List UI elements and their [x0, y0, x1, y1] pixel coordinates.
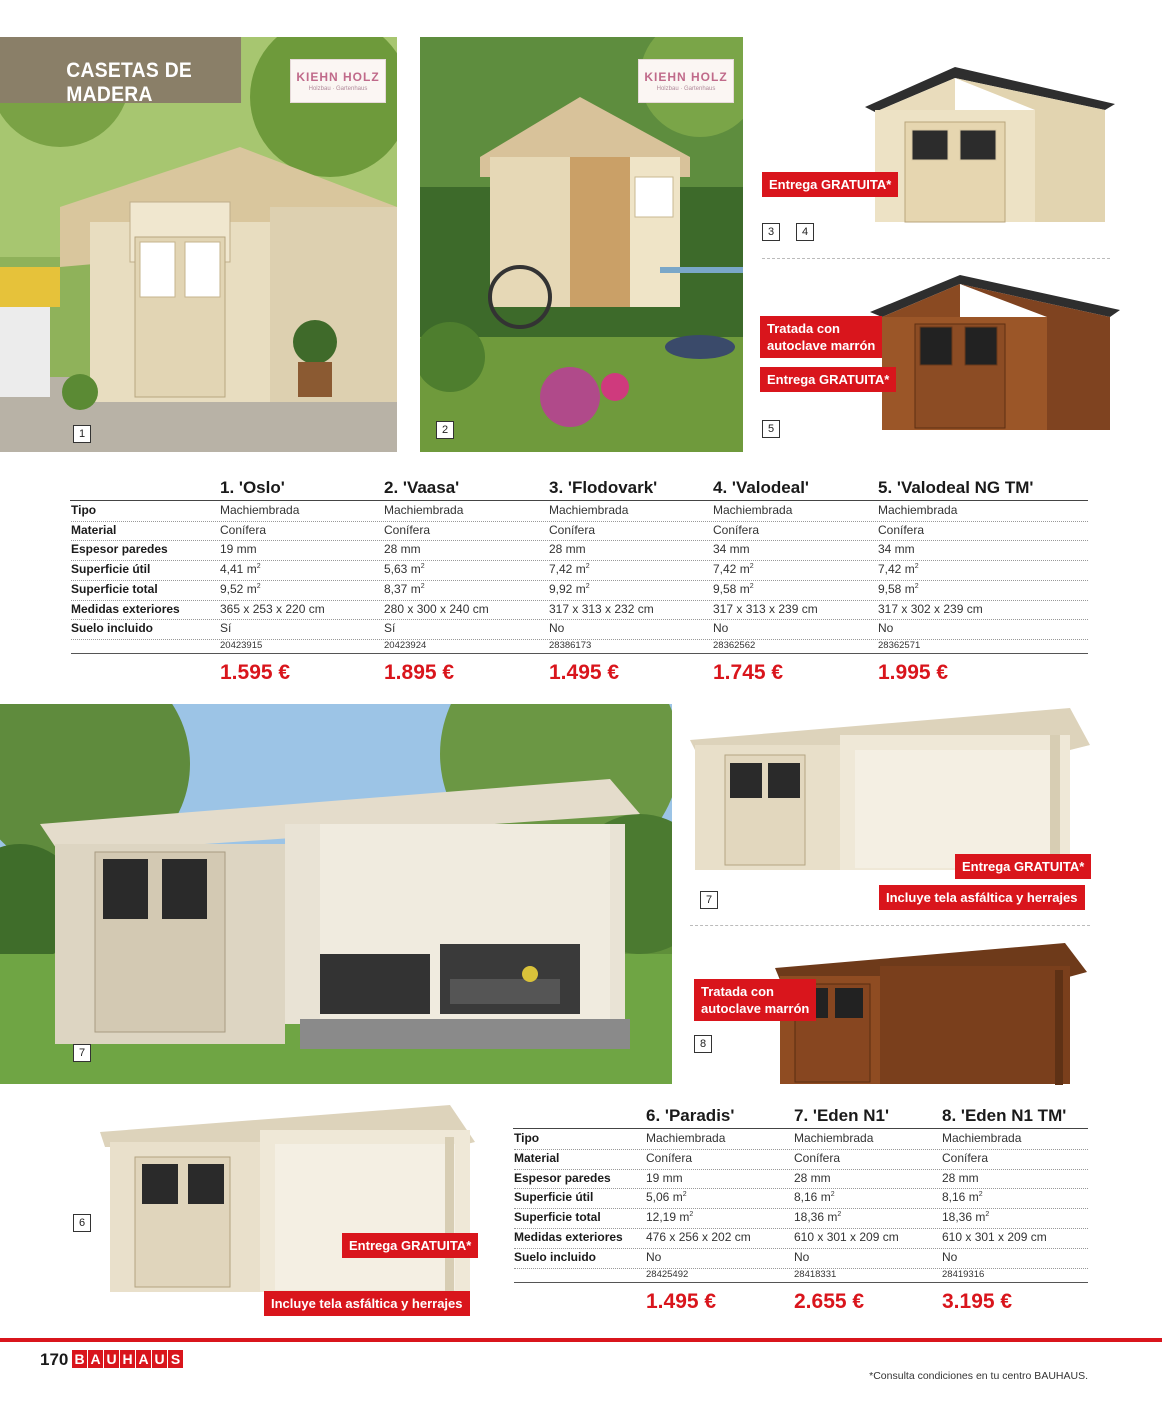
- logo-line1: KIEHN HOLZ: [644, 70, 728, 84]
- logo-line2: Holzbau · Gartenhaus: [308, 86, 368, 92]
- row-divider: [514, 1169, 1088, 1170]
- spec-suelo: No: [878, 621, 894, 636]
- unit-superscript: 2: [978, 1191, 983, 1199]
- section-title: CASETAS DE MADERA: [0, 37, 241, 103]
- price: 1.595 €: [220, 661, 291, 684]
- row-label: Material: [514, 1150, 560, 1165]
- free-delivery-badge-5: Entrega GRATUITA*: [760, 367, 896, 392]
- row-label: Espesor paredes: [514, 1170, 611, 1185]
- spec-tipo: Machiembrada: [220, 503, 300, 517]
- row-divider: [514, 1282, 1088, 1283]
- image-label-2: 2: [436, 421, 454, 439]
- spec-value: 5,63 m: [384, 562, 421, 577]
- image-label-7-large: 7: [73, 1044, 91, 1062]
- unit-superscript: 2: [256, 582, 261, 590]
- logo-letter: A: [88, 1350, 103, 1368]
- row-label: Superficie total: [514, 1210, 601, 1225]
- spec-tipo: Machiembrada: [384, 503, 464, 517]
- unit-superscript: 2: [914, 563, 919, 571]
- spec-value: 18,36 m: [942, 1210, 986, 1225]
- spec-value: 7,42 m: [878, 562, 915, 577]
- price: 1.495 €: [549, 661, 620, 684]
- spec-value: 9,58 m: [878, 581, 915, 596]
- logo-letter: U: [152, 1350, 167, 1368]
- product-name: 6. 'Paradis': [646, 1106, 735, 1125]
- spec-value: 8,16 m: [942, 1190, 979, 1205]
- table-header-rule: [513, 1128, 1088, 1129]
- row-label: Espesor paredes: [71, 542, 168, 557]
- article-code: 28386173: [549, 639, 592, 651]
- article-code: 20423915: [220, 639, 263, 651]
- spec-material: Conífera: [878, 522, 925, 537]
- unit-superscript: 2: [585, 563, 590, 571]
- spec-tipo: Machiembrada: [646, 1131, 726, 1145]
- spec-medidas: 317 x 313 x 232 cm: [549, 601, 654, 616]
- logo-letter: S: [168, 1350, 183, 1368]
- image-label-8: 8: [694, 1035, 712, 1053]
- price: 1.995 €: [878, 661, 949, 684]
- includes-tela-badge-7: Incluye tela asfáltica y herrajes: [879, 885, 1085, 910]
- image-label-1: 1: [73, 425, 91, 443]
- spec-espesor: 34 mm: [713, 542, 750, 557]
- article-code: 28362571: [878, 639, 921, 651]
- product-name: 3. 'Flodovark': [549, 478, 658, 497]
- article-code: 28418331: [794, 1268, 837, 1280]
- row-divider: [514, 1228, 1088, 1229]
- disclaimer: *Consulta condiciones en tu centro BAUHAUS.: [869, 1370, 1088, 1382]
- image-label-3: 3: [762, 223, 780, 241]
- treated-line1: Tratada con: [767, 321, 840, 336]
- spec-suelo: No: [794, 1249, 810, 1264]
- row-label: Medidas exteriores: [71, 601, 180, 616]
- spec-suelo: No: [646, 1249, 662, 1264]
- spec-espesor: 19 mm: [646, 1170, 683, 1185]
- spec-material: Conífera: [549, 522, 596, 537]
- spec-value: 9,52 m: [220, 581, 257, 596]
- image-label-5: 5: [762, 420, 780, 438]
- row-label: Suelo incluido: [71, 621, 154, 636]
- article-code: 28425492: [646, 1268, 689, 1280]
- spec-espesor: 28 mm: [942, 1170, 979, 1185]
- row-divider: [514, 1188, 1088, 1189]
- spec-medidas: 317 x 313 x 239 cm: [713, 601, 818, 616]
- row-label: Material: [71, 522, 117, 537]
- product-name: 4. 'Valodeal': [713, 478, 809, 497]
- image-label-4: 4: [796, 223, 814, 241]
- article-code: 28362562: [713, 639, 756, 651]
- unit-superscript: 2: [420, 582, 425, 590]
- spec-material: Conífera: [384, 522, 431, 537]
- product-name: 2. 'Vaasa': [384, 478, 460, 497]
- spec-total: [942, 1210, 989, 1224]
- spec-suelo: Sí: [384, 621, 396, 636]
- page-number: 170: [40, 1350, 69, 1369]
- spec-suelo: No: [549, 621, 565, 636]
- free-delivery-badge-3: Entrega GRATUITA*: [762, 172, 898, 197]
- free-delivery-badge-6: Entrega GRATUITA*: [342, 1233, 478, 1258]
- spec-value: 7,42 m: [549, 562, 586, 577]
- spec-espesor: 28 mm: [794, 1170, 831, 1185]
- spec-value: 9,92 m: [549, 581, 586, 596]
- price: 2.655 €: [794, 1290, 865, 1313]
- image-label-6: 6: [73, 1214, 91, 1232]
- spec-espesor: 28 mm: [384, 542, 421, 557]
- unit-superscript: 2: [585, 582, 590, 590]
- row-divider: [514, 1208, 1088, 1209]
- treated-line2: autoclave marrón: [701, 1001, 810, 1016]
- spec-material: Conífera: [794, 1150, 841, 1165]
- row-label: Suelo incluido: [514, 1249, 597, 1264]
- spec-total: [646, 1210, 693, 1224]
- spec-util: [942, 1190, 983, 1204]
- spec-total: [794, 1210, 841, 1224]
- spec-value: 8,37 m: [384, 581, 421, 596]
- article-code: 20423924: [384, 639, 427, 651]
- unit-superscript: 2: [256, 563, 261, 571]
- unit-superscript: 2: [985, 1211, 990, 1219]
- product-name: 8. 'Eden N1 TM': [942, 1106, 1067, 1125]
- unit-superscript: 2: [682, 1191, 687, 1199]
- spec-util: [646, 1190, 687, 1204]
- image-label-7-small: 7: [700, 891, 718, 909]
- logo-line2: Holzbau · Gartenhaus: [656, 86, 716, 92]
- footer-bar: [0, 1338, 1162, 1342]
- spec-util: [794, 1190, 835, 1204]
- includes-tela-badge-6: Incluye tela asfáltica y herrajes: [264, 1291, 470, 1316]
- spec-value: 18,36 m: [794, 1210, 838, 1225]
- price: 1.895 €: [384, 661, 455, 684]
- spec-tipo: Machiembrada: [942, 1131, 1022, 1145]
- spec-medidas: 610 x 301 x 209 cm: [794, 1230, 899, 1244]
- row-label: Superficie útil: [514, 1190, 594, 1205]
- spec-value: 9,58 m: [713, 581, 750, 596]
- spec-value: 5,06 m: [646, 1190, 683, 1205]
- unit-superscript: 2: [420, 563, 425, 571]
- product-name: 7. 'Eden N1': [794, 1106, 890, 1125]
- spec-espesor: 19 mm: [220, 542, 257, 557]
- spec-medidas: 476 x 256 x 202 cm: [646, 1230, 751, 1244]
- product-name: 5. 'Valodeal NG TM': [878, 478, 1034, 497]
- unit-superscript: 2: [689, 1211, 694, 1219]
- spec-medidas: 610 x 301 x 209 cm: [942, 1230, 1047, 1244]
- spec-medidas: 317 x 302 x 239 cm: [878, 601, 983, 616]
- price: 1.495 €: [646, 1290, 717, 1313]
- spec-value: 4,41 m: [220, 562, 257, 577]
- spec-tipo: Machiembrada: [794, 1131, 874, 1145]
- unit-superscript: 2: [837, 1211, 842, 1219]
- spec-material: Conífera: [220, 522, 267, 537]
- product-name: 1. 'Oslo': [220, 478, 285, 497]
- spec-espesor: 28 mm: [549, 542, 586, 557]
- article-code: 28419316: [942, 1268, 985, 1280]
- row-divider: [514, 1248, 1088, 1249]
- spec-medidas: 365 x 253 x 220 cm: [220, 601, 325, 616]
- spec-tipo: Machiembrada: [878, 503, 958, 517]
- free-delivery-badge-7: Entrega GRATUITA*: [955, 854, 1091, 879]
- unit-superscript: 2: [749, 582, 754, 590]
- spec-material: Conífera: [713, 522, 760, 537]
- row-label: Tipo: [71, 503, 97, 517]
- unit-superscript: 2: [914, 582, 919, 590]
- treated-line2: autoclave marrón: [767, 338, 876, 353]
- spec-material: Conífera: [646, 1150, 693, 1165]
- spec-value: 7,42 m: [713, 562, 750, 577]
- spec-value: 12,19 m: [646, 1210, 690, 1225]
- logo-letter: A: [136, 1350, 151, 1368]
- row-divider: [514, 1149, 1088, 1150]
- spec-suelo: No: [713, 621, 729, 636]
- spec-suelo: Sí: [220, 621, 232, 636]
- spec-espesor: 34 mm: [878, 542, 915, 557]
- logo-letter: U: [104, 1350, 119, 1368]
- spec-material: Conífera: [942, 1150, 989, 1165]
- row-label: Medidas exteriores: [514, 1230, 623, 1244]
- treated-line1: Tratada con: [701, 984, 774, 999]
- row-label: Superficie útil: [71, 562, 151, 577]
- price: 1.745 €: [713, 661, 784, 684]
- logo-letter: H: [120, 1350, 135, 1368]
- price: 3.195 €: [942, 1290, 1013, 1313]
- unit-superscript: 2: [749, 563, 754, 571]
- logo-letter: B: [72, 1350, 87, 1368]
- row-label: Superficie total: [71, 581, 158, 596]
- logo-line1: KIEHN HOLZ: [296, 70, 380, 84]
- spec-medidas: 280 x 300 x 240 cm: [384, 601, 489, 616]
- row-label: Tipo: [514, 1131, 540, 1145]
- bauhaus-logo: [72, 1350, 183, 1368]
- spec-suelo: No: [942, 1249, 958, 1264]
- unit-superscript: 2: [830, 1191, 835, 1199]
- spec-tipo: Machiembrada: [713, 503, 793, 517]
- spec-tipo: Machiembrada: [549, 503, 629, 517]
- spec-value: 8,16 m: [794, 1190, 831, 1205]
